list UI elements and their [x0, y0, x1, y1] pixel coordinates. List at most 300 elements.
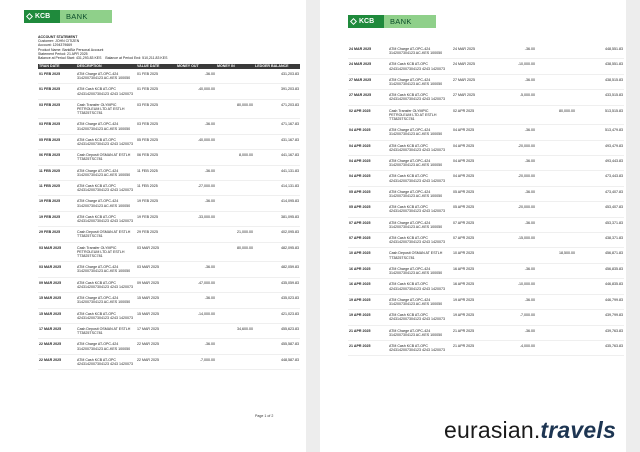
table-cell: ATM Cash KCB AT-OPC 4243142007304123 4243 1420073: [76, 211, 136, 226]
table-cell: 16 APR 2025: [452, 263, 494, 278]
table-cell: ATM Charge AT-OPC-424 3142007304123 AC-KES 100050: [388, 217, 452, 232]
table-cell: -20,000.00: [494, 140, 536, 155]
table-cell: 01 FEB 2025: [38, 84, 76, 99]
table-cell: ATM Charge AT-OPC-424 3142007304123 AC-KES 100050: [76, 293, 136, 308]
table-cell: 15 MAR 2025: [136, 293, 176, 308]
table-row: [38, 242, 300, 262]
table-row: [38, 165, 300, 180]
table-cell: 05 APR 2025: [348, 186, 388, 201]
table-cell: 433,515.83: [576, 90, 624, 105]
table-row: [38, 84, 300, 99]
table-cell: -27,000.00: [176, 181, 216, 196]
table-cell: [536, 156, 576, 171]
balance-start-value: 431,293.83: [75, 56, 94, 61]
table-row: [348, 105, 624, 125]
table-cell: 10 APR 2025: [348, 248, 388, 263]
table-cell: 21 APR 2025: [348, 325, 388, 340]
table-cell: [176, 99, 216, 119]
table-cell: 07 APR 2025: [452, 217, 494, 232]
table-cell: 04 APR 2025: [348, 125, 388, 140]
table-cell: ATM Charge AT-OPC-424 3142007304123 AC-KES 100050: [76, 69, 136, 84]
table-cell: -36.00: [176, 262, 216, 277]
table-cell: 439,763.83: [576, 325, 624, 340]
table-cell: 19 FEB 2025: [136, 196, 176, 211]
kcb-emblem-icon: [26, 13, 33, 20]
table-cell: 482,095.83: [254, 242, 300, 262]
table-cell: ATM Cash KCB AT-OPC 4243142007304123 4243 1420073: [388, 90, 452, 105]
table-cell: 381,095.83: [254, 211, 300, 226]
customer-value: JOHN CITIZEN: [55, 39, 80, 44]
table-cell: 455,587.83: [254, 339, 300, 354]
table-cell: 07 APR 2025: [452, 233, 494, 248]
table-cell: 17 MAR 2025: [38, 323, 76, 338]
transactions-table-page-1: [38, 64, 300, 370]
table-cell: 11 FEB 2025: [38, 181, 76, 196]
table-cell: [536, 74, 576, 89]
table-cell: 80,000.00: [536, 105, 576, 125]
table-cell: 01 FEB 2025: [38, 69, 76, 84]
table-cell: 19 APR 2025: [452, 310, 494, 325]
table-cell: [536, 279, 576, 294]
logo-kcb-text: KCB: [359, 18, 375, 25]
table-cell: 513,515.83: [576, 105, 624, 125]
table-cell: [216, 339, 254, 354]
table-row: [348, 171, 624, 186]
table-cell: -10,000.00: [494, 59, 536, 74]
table-cell: 8,000.00: [216, 150, 254, 165]
table-cell: 21,000.00: [216, 227, 254, 242]
table-cell: -10,000.00: [494, 279, 536, 294]
table-cell: Cash Transfer OLYMPIC PETROLEUM LTD AT ESTLH TT3825TSC781: [76, 242, 136, 262]
statement-page-2: [320, 0, 626, 452]
table-row: [38, 196, 300, 211]
table-cell: -47,000.00: [176, 277, 216, 292]
table-cell: -7,000.00: [494, 310, 536, 325]
table-cell: [494, 248, 536, 263]
table-cell: [536, 44, 576, 59]
table-cell: ATM Charge AT-OPC-424 3142007304123 AC-KES 100050: [76, 119, 136, 134]
table-cell: -36.00: [494, 44, 536, 59]
table-cell: [176, 150, 216, 165]
table-cell: [216, 196, 254, 211]
table-cell: ATM Charge AT-OPC-424 3142007304123 AC-KES 100050: [388, 263, 452, 278]
balance-line: [38, 56, 167, 60]
table-cell: ATM Cash KCB AT-OPC 4243142007304123 4243 1420073: [76, 84, 136, 99]
table-cell: 22 MAR 2025: [136, 354, 176, 369]
table-row: [348, 125, 624, 140]
table-cell: ATM Charge AT-OPC-424 3142007304123 AC-KES 100050: [76, 196, 136, 211]
table-cell: [536, 263, 576, 278]
table-cell: [216, 165, 254, 180]
table-row: [348, 340, 624, 355]
table-cell: 16 APR 2025: [348, 279, 388, 294]
product-value: BankBiz Personal Account: [62, 47, 104, 52]
table-row: [38, 277, 300, 292]
column-header: DESCRIPTION: [76, 64, 136, 69]
table-cell: [216, 262, 254, 277]
statement-page-1: [0, 0, 306, 452]
table-cell: -14,000.00: [176, 308, 216, 323]
table-cell: [536, 125, 576, 140]
table-cell: 431,167.83: [254, 134, 300, 149]
table-row: [348, 74, 624, 89]
table-cell: 10 APR 2025: [452, 248, 494, 263]
table-cell: 439,799.83: [576, 310, 624, 325]
table-cell: 435,059.83: [254, 277, 300, 292]
table-cell: -4,000.00: [494, 340, 536, 355]
table-row: [348, 186, 624, 201]
table-cell: ATM Cash KCB AT-OPC 4243142007304123 4243 1420073: [76, 277, 136, 292]
table-cell: 03 MAR 2025: [136, 262, 176, 277]
table-row: [348, 140, 624, 155]
logo-bank-text: BANK: [60, 10, 112, 23]
table-cell: [494, 105, 536, 125]
table-row: [38, 181, 300, 196]
table-cell: 441,167.83: [254, 150, 300, 165]
table-cell: 04 APR 2025: [348, 171, 388, 186]
table-cell: -36.00: [176, 293, 216, 308]
table-cell: [216, 211, 254, 226]
transactions-body: [348, 44, 624, 356]
table-row: [348, 279, 624, 294]
customer-label: Customer:: [38, 39, 55, 44]
table-cell: -36.00: [494, 294, 536, 309]
table-cell: [536, 90, 576, 105]
table-cell: [216, 69, 254, 84]
table-cell: 493,479.83: [576, 140, 624, 155]
column-header: MONEY OUT: [176, 64, 216, 69]
table-cell: 448,587.83: [254, 354, 300, 369]
table-row: [348, 294, 624, 309]
table-cell: 19 APR 2025: [348, 310, 388, 325]
table-cell: 471,167.83: [254, 119, 300, 134]
table-row: [348, 202, 624, 217]
table-cell: 24 MAR 2025: [452, 59, 494, 74]
table-cell: 21 APR 2025: [452, 325, 494, 340]
table-cell: 05 APR 2025: [348, 202, 388, 217]
table-cell: ATM Cash KCB AT-OPC 4243142007304123 4243 1420073: [76, 354, 136, 369]
column-header: VALUE DATE: [136, 64, 176, 69]
table-cell: 04 APR 2025: [452, 156, 494, 171]
table-cell: [176, 242, 216, 262]
table-row: [348, 44, 624, 59]
table-cell: [536, 202, 576, 217]
table-cell: 446,799.83: [576, 294, 624, 309]
table-cell: 391,203.83: [254, 84, 300, 99]
table-cell: ATM Cash KCB AT-OPC 4243142007304123 4243 1420073: [388, 233, 452, 248]
logo-kcb-text: KCB: [35, 13, 51, 20]
balance-start-currency: KES: [94, 56, 102, 61]
table-cell: ATM Charge AT-OPC-424 3142007304123 AC-KES 100050: [388, 74, 452, 89]
table-cell: [216, 293, 254, 308]
table-cell: [216, 308, 254, 323]
table-cell: ATM Charge AT-OPC-424 3142007304123 AC-KES 100050: [76, 165, 136, 180]
table-row: [38, 293, 300, 308]
table-cell: Cash Deposit OSMAN AT ESTLH TT3825TSC781: [76, 323, 136, 338]
table-cell: 29 FEB 2025: [38, 227, 76, 242]
table-cell: [176, 323, 216, 338]
table-cell: 455,623.83: [254, 323, 300, 338]
transactions-body: [38, 69, 300, 370]
account-label: Account:: [38, 43, 52, 48]
table-cell: 438,515.83: [576, 74, 624, 89]
table-cell: 453,407.83: [576, 202, 624, 217]
table-row: [38, 227, 300, 242]
table-cell: 19 FEB 2025: [136, 211, 176, 226]
table-cell: ATM Cash KCB AT-OPC 4243142007304123 4243 1420073: [388, 310, 452, 325]
table-cell: 16 APR 2025: [452, 279, 494, 294]
table-cell: ATM Cash KCB AT-OPC 4243142007304123 4243 1420073: [388, 279, 452, 294]
table-cell: 03 FEB 2025: [38, 99, 76, 119]
table-row: [348, 248, 624, 263]
logo-bank-text: BANK: [384, 15, 436, 28]
table-cell: 19 FEB 2025: [38, 196, 76, 211]
table-cell: -36.00: [176, 69, 216, 84]
table-cell: ATM Cash KCB AT-OPC 4243142007304123 4243 1420073: [388, 340, 452, 355]
table-cell: [536, 233, 576, 248]
table-cell: 05 APR 2025: [452, 202, 494, 217]
table-cell: 27 MAR 2025: [452, 74, 494, 89]
kcb-bank-logo: [348, 15, 436, 28]
table-cell: ATM Cash KCB AT-OPC 4243142007304123 4243 1420073: [388, 171, 452, 186]
transactions-table-page-2: [348, 44, 624, 356]
table-cell: [216, 134, 254, 149]
table-cell: 19 FEB 2025: [38, 211, 76, 226]
statement-header: [38, 35, 167, 60]
table-cell: -33,000.00: [176, 211, 216, 226]
table-cell: ATM Cash KCB AT-OPC 4243142007304123 4243 1420073: [388, 202, 452, 217]
table-cell: 16 APR 2025: [348, 263, 388, 278]
table-row: [348, 263, 624, 278]
page-number: Page 1 of 2: [255, 414, 274, 418]
table-cell: [536, 325, 576, 340]
table-row: [38, 354, 300, 369]
table-row: [38, 262, 300, 277]
table-cell: -40,000.00: [176, 84, 216, 99]
table-cell: 21 APR 2025: [452, 340, 494, 355]
table-cell: Cash Deposit OSMAN AT ESTLH TT3825TSC781: [76, 227, 136, 242]
table-cell: 482,059.83: [254, 262, 300, 277]
table-cell: 15 MAR 2025: [136, 308, 176, 323]
table-cell: [536, 186, 576, 201]
table-cell: 402,095.83: [254, 227, 300, 242]
table-cell: [536, 171, 576, 186]
table-row: [348, 59, 624, 74]
table-row: [348, 310, 624, 325]
table-cell: 19 APR 2025: [452, 294, 494, 309]
column-header: MONEY IN: [216, 64, 254, 69]
table-cell: [536, 310, 576, 325]
table-row: [348, 217, 624, 232]
column-header: LEDGER BALANCE: [254, 64, 300, 69]
table-cell: [216, 84, 254, 99]
table-cell: [176, 227, 216, 242]
table-cell: 421,023.83: [254, 308, 300, 323]
table-cell: -36.00: [494, 186, 536, 201]
table-cell: 27 MAR 2025: [348, 90, 388, 105]
table-row: [38, 119, 300, 134]
table-cell: 01 FEB 2025: [136, 69, 176, 84]
table-cell: -36.00: [494, 156, 536, 171]
table-cell: 438,551.83: [576, 59, 624, 74]
table-row: [38, 134, 300, 149]
table-row: [38, 99, 300, 119]
table-row: [38, 211, 300, 226]
table-cell: [536, 217, 576, 232]
table-cell: 19 APR 2025: [348, 294, 388, 309]
table-cell: Cash Transfer OLYMPIC PETROLEUM LTD AT ESTLH TT3825TSC781: [388, 105, 452, 125]
period-label: Statement Period:: [38, 51, 67, 56]
table-cell: 27 MAR 2025: [452, 90, 494, 105]
table-cell: Cash Deposit OSMAN AT ESTLH TT3825TSC781: [76, 150, 136, 165]
table-cell: 473,407.83: [576, 186, 624, 201]
table-cell: ATM Charge AT-OPC-424 3142007304123 AC-KES 100050: [388, 44, 452, 59]
balance-end-currency: KES: [160, 56, 168, 61]
table-cell: 80,000.00: [216, 99, 254, 119]
table-cell: -5,000.00: [494, 90, 536, 105]
table-cell: -36.00: [176, 339, 216, 354]
table-cell: 04 APR 2025: [452, 171, 494, 186]
table-cell: 09 MAR 2025: [38, 277, 76, 292]
table-cell: ATM Charge AT-OPC-424 3142007304123 AC-KES 100050: [76, 262, 136, 277]
table-cell: -20,000.00: [494, 171, 536, 186]
table-cell: 22 MAR 2025: [38, 354, 76, 369]
account-value: 1294379669: [52, 43, 73, 48]
table-cell: ATM Cash KCB AT-OPC 4243142007304123 4243 1420073: [76, 134, 136, 149]
table-cell: 34,600.00: [216, 323, 254, 338]
balance-end-value: 510,211.83: [142, 56, 160, 61]
table-cell: 03 MAR 2025: [38, 242, 76, 262]
table-cell: 06 FEB 2025: [38, 150, 76, 165]
table-cell: -36.00: [176, 119, 216, 134]
table-cell: [536, 59, 576, 74]
table-row: [38, 323, 300, 338]
table-cell: 448,551.83: [576, 44, 624, 59]
table-cell: 03 FEB 2025: [136, 119, 176, 134]
kcb-bank-logo: [24, 10, 112, 23]
table-cell: 04 APR 2025: [348, 156, 388, 171]
table-cell: -36.00: [176, 165, 216, 180]
table-cell: 11 FEB 2025: [38, 165, 76, 180]
period-value: 21 APR 2025: [67, 51, 88, 56]
table-cell: ATM Cash KCB AT-OPC 4243142007304123 4243 1420073: [388, 140, 452, 155]
table-cell: ATM Cash KCB AT-OPC 4243142007304123 4243 1420073: [76, 308, 136, 323]
table-cell: 513,479.83: [576, 125, 624, 140]
table-cell: 11 FEB 2025: [136, 181, 176, 196]
table-cell: 414,095.83: [254, 196, 300, 211]
table-cell: 04 APR 2025: [452, 125, 494, 140]
watermark-tld: travels: [540, 417, 616, 443]
table-cell: [536, 140, 576, 155]
table-row: [348, 233, 624, 248]
table-cell: 03 MAR 2025: [38, 262, 76, 277]
table-cell: 27 MAR 2025: [348, 74, 388, 89]
table-cell: -15,000.00: [494, 233, 536, 248]
table-cell: 414,131.83: [254, 181, 300, 196]
table-cell: 09 MAR 2025: [136, 277, 176, 292]
table-row: [38, 69, 300, 84]
table-cell: 05 APR 2025: [452, 186, 494, 201]
table-row: [38, 150, 300, 165]
table-cell: [216, 119, 254, 134]
table-cell: 15 MAR 2025: [38, 308, 76, 323]
table-cell: [536, 340, 576, 355]
table-cell: ATM Charge AT-OPC-424 3142007304123 AC-KES 100050: [76, 339, 136, 354]
table-cell: 05 FEB 2025: [136, 134, 176, 149]
table-cell: 01 FEB 2025: [136, 84, 176, 99]
table-cell: -7,000.00: [176, 354, 216, 369]
balance-start-label: Balance at Period Start:: [38, 56, 75, 61]
table-cell: -36.00: [494, 74, 536, 89]
table-cell: 438,371.83: [576, 233, 624, 248]
table-cell: 24 MAR 2025: [348, 44, 388, 59]
table-cell: 06 FEB 2025: [136, 150, 176, 165]
table-cell: 02 APR 2025: [348, 105, 388, 125]
table-cell: 441,131.83: [254, 165, 300, 180]
table-cell: -36.00: [494, 217, 536, 232]
table-cell: 80,000.00: [216, 242, 254, 262]
table-cell: 18,500.00: [536, 248, 576, 263]
table-cell: 473,443.83: [576, 171, 624, 186]
statement-title: ACCOUNT STATEMENT: [38, 35, 78, 39]
table-cell: 04 APR 2025: [452, 140, 494, 155]
table-cell: 05 FEB 2025: [38, 134, 76, 149]
table-row: [38, 339, 300, 354]
table-row: [348, 156, 624, 171]
table-row: [38, 308, 300, 323]
table-cell: -36.00: [494, 125, 536, 140]
table-cell: 456,835.83: [576, 263, 624, 278]
table-cell: -40,000.00: [176, 134, 216, 149]
table-cell: ATM Charge AT-OPC-424 3142007304123 AC-KES 100050: [388, 325, 452, 340]
table-cell: -36.00: [494, 263, 536, 278]
table-cell: ATM Charge AT-OPC-424 3142007304123 AC-KES 100050: [388, 125, 452, 140]
table-row: [348, 90, 624, 105]
table-cell: ATM Charge AT-OPC-424 3142007304123 AC-KES 100050: [388, 294, 452, 309]
table-cell: [536, 294, 576, 309]
table-cell: 24 MAR 2025: [452, 44, 494, 59]
table-cell: 22 MAR 2025: [136, 339, 176, 354]
table-cell: 456,871.83: [576, 248, 624, 263]
table-cell: ATM Cash KCB AT-OPC 4243142007304123 4243 1420073: [388, 59, 452, 74]
kcb-emblem-icon: [350, 18, 357, 25]
column-header: TRAN DATE: [38, 64, 76, 69]
table-cell: -20,000.00: [494, 202, 536, 217]
table-cell: 03 FEB 2025: [136, 99, 176, 119]
table-cell: [216, 181, 254, 196]
table-cell: 15 MAR 2025: [38, 293, 76, 308]
table-cell: 446,835.83: [576, 279, 624, 294]
table-cell: ATM Cash KCB AT-OPC 4243142007304123 4243 1420073: [76, 181, 136, 196]
table-cell: 07 APR 2025: [348, 217, 388, 232]
table-row: [348, 325, 624, 340]
table-cell: 24 MAR 2025: [348, 59, 388, 74]
table-cell: Cash Deposit OSMAN AT ESTLH TT3825TSC781: [388, 248, 452, 263]
balance-end-label: Balance at Period End:: [105, 56, 142, 61]
table-cell: 03 FEB 2025: [38, 119, 76, 134]
table-cell: 02 APR 2025: [452, 105, 494, 125]
table-cell: ATM Charge AT-OPC-424 3142007304123 AC-KES 100050: [388, 186, 452, 201]
table-cell: 471,203.83: [254, 99, 300, 119]
table-cell: 11 FEB 2025: [136, 165, 176, 180]
table-cell: 17 MAR 2025: [136, 323, 176, 338]
table-cell: [216, 354, 254, 369]
table-cell: 453,371.83: [576, 217, 624, 232]
table-cell: 435,023.83: [254, 293, 300, 308]
table-cell: 22 MAR 2025: [38, 339, 76, 354]
table-cell: ATM Charge AT-OPC-424 3142007304123 AC-KES 100050: [388, 156, 452, 171]
table-cell: 493,443.83: [576, 156, 624, 171]
